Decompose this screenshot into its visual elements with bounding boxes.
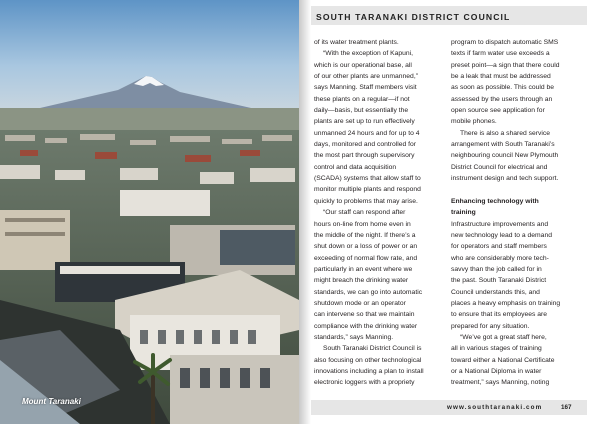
- page-number: 167: [561, 404, 572, 411]
- page-gutter: [299, 0, 311, 424]
- article-line: District Council for electrical and: [451, 163, 548, 171]
- article-line: innovations including a plan to install: [314, 367, 424, 375]
- article-subheading: training: [451, 209, 476, 217]
- article-line: who are considerably more tech-: [451, 254, 549, 262]
- article-line: all in various stages of training: [451, 345, 542, 353]
- article-line: South Taranaki District Council is: [323, 345, 422, 353]
- article-line: “Our staff can respond after: [323, 209, 406, 217]
- article-line: of its water treatment plants.: [314, 39, 399, 46]
- article-line: be a leak that must be addressed: [451, 73, 551, 81]
- article-line: “We’ve got a great staff here,: [460, 333, 547, 341]
- article-column-left: [314, 37, 446, 389]
- article-line: Infrastructure improvements and: [451, 220, 549, 228]
- article-line: or a National Diploma in water: [451, 367, 542, 375]
- article-subheading: Enhancing technology with: [451, 197, 539, 205]
- article-line: to ensure that its employees are: [451, 311, 548, 319]
- article-line: instrument design and tech support.: [451, 175, 559, 183]
- article-line: treatment,” says Manning, noting: [451, 379, 550, 387]
- article-line: quickly to problems that may arise.: [314, 197, 418, 205]
- article-line: toward either a National Certificate: [451, 356, 555, 364]
- article-column-right: [451, 37, 583, 389]
- article-line: Council understands this, and: [451, 288, 540, 296]
- article-line: these plants on a regular—if not: [314, 95, 410, 103]
- article-line: open source see application for: [451, 107, 545, 115]
- article-line: can intervene so that we maintain: [314, 311, 415, 319]
- article-line: (SCADA) systems that allow staff to: [314, 175, 421, 183]
- article-page: [311, 0, 600, 424]
- article-line: days, monitored and controlled for: [314, 141, 417, 149]
- article-line: for operators and staff members: [451, 243, 547, 251]
- article-line: program to dispatch automatic SMS: [451, 39, 559, 46]
- photo-caption: Mount Taranaki: [22, 397, 81, 406]
- article-line: standards,” says Manning.: [314, 333, 394, 341]
- article-line: of our other plants are unmanned,”: [314, 73, 418, 81]
- article-line: might breach the drinking water: [314, 277, 409, 285]
- article-line: which is our operational base, all: [314, 61, 412, 69]
- town-photo: [0, 0, 299, 424]
- article-line: hours on-line from home even in: [314, 220, 411, 228]
- article-line: “With the exception of Kapuni,: [323, 50, 414, 58]
- article-line: There is also a shared service: [460, 129, 551, 137]
- article-line: shut down or a loss of power or an: [314, 243, 418, 251]
- article-line: monitor multiple plants and respond: [314, 186, 421, 194]
- article-line: control and data acquisition: [314, 163, 397, 171]
- article-line: mobile phones.: [451, 118, 497, 126]
- article-line: shutdown mode or an operator: [314, 299, 406, 307]
- article-line: texts if farm water use exceeds a: [451, 50, 550, 58]
- article-line: assessed by the users through an: [451, 95, 553, 103]
- article-line: savvy than the job called for in: [451, 265, 542, 273]
- article-line: places a heavy emphasis on training: [451, 299, 561, 307]
- article-line: neighbouring council New Plymouth: [451, 152, 559, 160]
- article-line: also focusing on other technological: [314, 356, 422, 364]
- article-line: plants are set up to run effectively: [314, 118, 415, 126]
- article-line: standards, we can go into automatic: [314, 288, 423, 296]
- footer-band: [311, 400, 587, 415]
- article-line: particularly in an event where we: [314, 265, 413, 273]
- article-line: preset point—a sign that there could: [451, 61, 560, 69]
- article-line: arrangement with South Taranaki’s: [451, 141, 555, 149]
- article-line: unmanned 24 hours and for up to 4: [314, 129, 420, 137]
- paragraph-gap: [451, 184, 583, 195]
- article-line: as soon as possible. This could be: [451, 84, 555, 92]
- article-line: compliance with the drinking water: [314, 322, 418, 330]
- section-header: SOUTH TARANAKI DISTRICT COUNCIL: [316, 12, 511, 22]
- article-line: says Manning. Staff members visit: [314, 84, 417, 92]
- article-line: the most part through supervisory: [314, 152, 415, 160]
- article-line: prepared for any situation.: [451, 322, 530, 330]
- footer-url: www.southtaranaki.com: [447, 404, 543, 411]
- article-line: the past. South Taranaki District: [451, 277, 547, 285]
- header-band: [311, 6, 587, 25]
- article-line: exceeding of normal flow rate, and: [314, 254, 418, 262]
- article-line: new technology lead to a demand: [451, 231, 552, 239]
- article-line: electronic loggers with a propriety: [314, 379, 415, 387]
- article-line: daily—basis, but essentially the: [314, 107, 409, 115]
- town-photo-illustration: [0, 0, 299, 424]
- article-line: the middle of the night. If there’s a: [314, 231, 416, 239]
